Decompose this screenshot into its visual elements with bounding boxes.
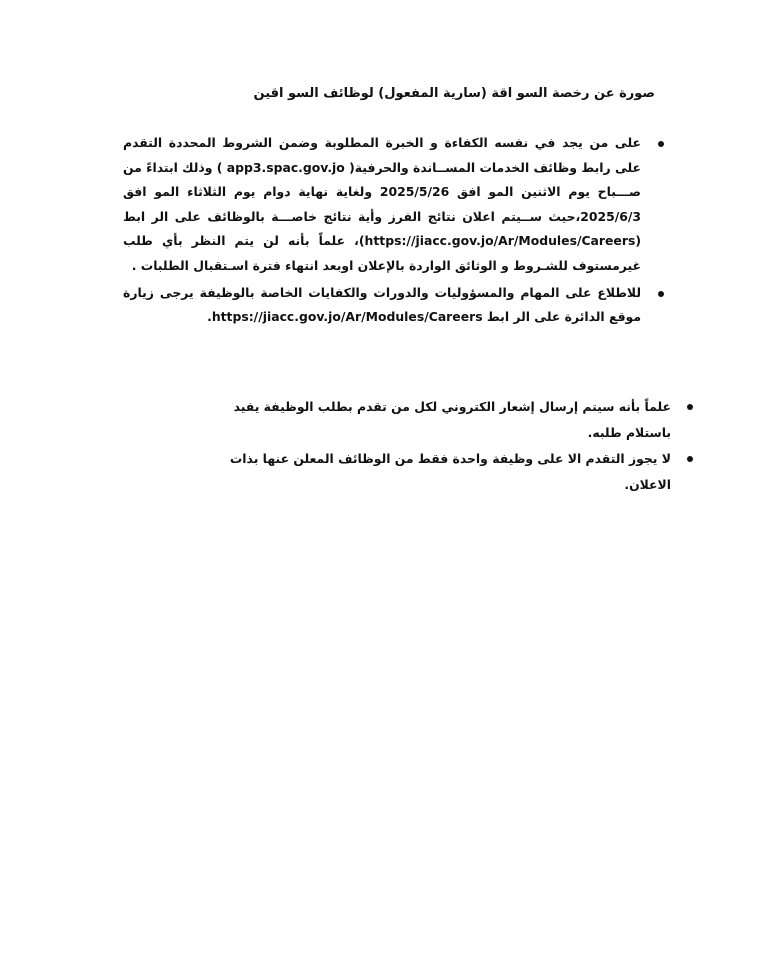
list-item-job-details: [123, 281, 641, 330]
app-portal-link[interactable]: app3.spac.gov.jo: [226, 159, 345, 175]
careers-link[interactable]: https://jiacc.gov.jo/Ar/Modules/Careers: [364, 233, 636, 249]
list-item-application-link: [123, 131, 641, 279]
list-item-text: [123, 285, 641, 325]
notes-list: [191, 394, 671, 498]
text-segment: ) وذلك ابتداءً من صـــباح يوم الاثنين المو افق 2025/5/26 ولغاية نهاية دوام يوم الثلاثاء المو افق 2025/6/3،حيث ســيتم اعلان نتائج الفرز وأية نتائج خاصـــة بالوظائف على الر ابط (: [123, 159, 641, 249]
list-item-notification-note: [191, 394, 671, 446]
bullet-icon: [658, 291, 664, 297]
list-item-text: [123, 135, 641, 273]
application-instructions-list: [123, 131, 641, 332]
text-segment: .: [207, 309, 212, 325]
bullet-icon: [687, 404, 693, 410]
text-segment: على من يجد في نفسه الكفاءة و الخبرة المطلوبة وضمن الشروط المحددة التقدم على رابط وظائف الخدمات المســاندة والحرفية(: [123, 135, 642, 175]
text-segment: )، علماً بأنه لن يتم النظر بأي طلب غيرمستوف للشـروط و الوثائق الواردة بالإعلان اوبعد انتهاء فترة اسـتقبال الطلبات .: [123, 233, 641, 273]
list-item-text: علماً بأنه سيتم إرسال إشعار الكتروني لكل من تقدم بطلب الوظيفة يفيد باستلام طلبه.: [233, 399, 671, 440]
text-segment: للاطلاع على المهام والمسؤوليات والدورات والكفايات الخاصة بالوظيفة يرجى زيارة موقع الدائرة على الر ابط: [123, 284, 641, 325]
requirement-heading: صورة عن رخصة السو اقة (سارية المفعول) لوظائف السو اقين: [253, 86, 655, 101]
list-item-text: لا يجوز التقدم الا على وظيفة واحدة فقط من الوظائف المعلن عنها بذات الاعلان.: [229, 451, 671, 492]
list-item-single-job-note: [191, 446, 671, 498]
careers-link[interactable]: https://jiacc.gov.jo/Ar/Modules/Careers: [211, 309, 483, 325]
bullet-icon: [687, 456, 693, 462]
bullet-icon: [658, 141, 664, 147]
